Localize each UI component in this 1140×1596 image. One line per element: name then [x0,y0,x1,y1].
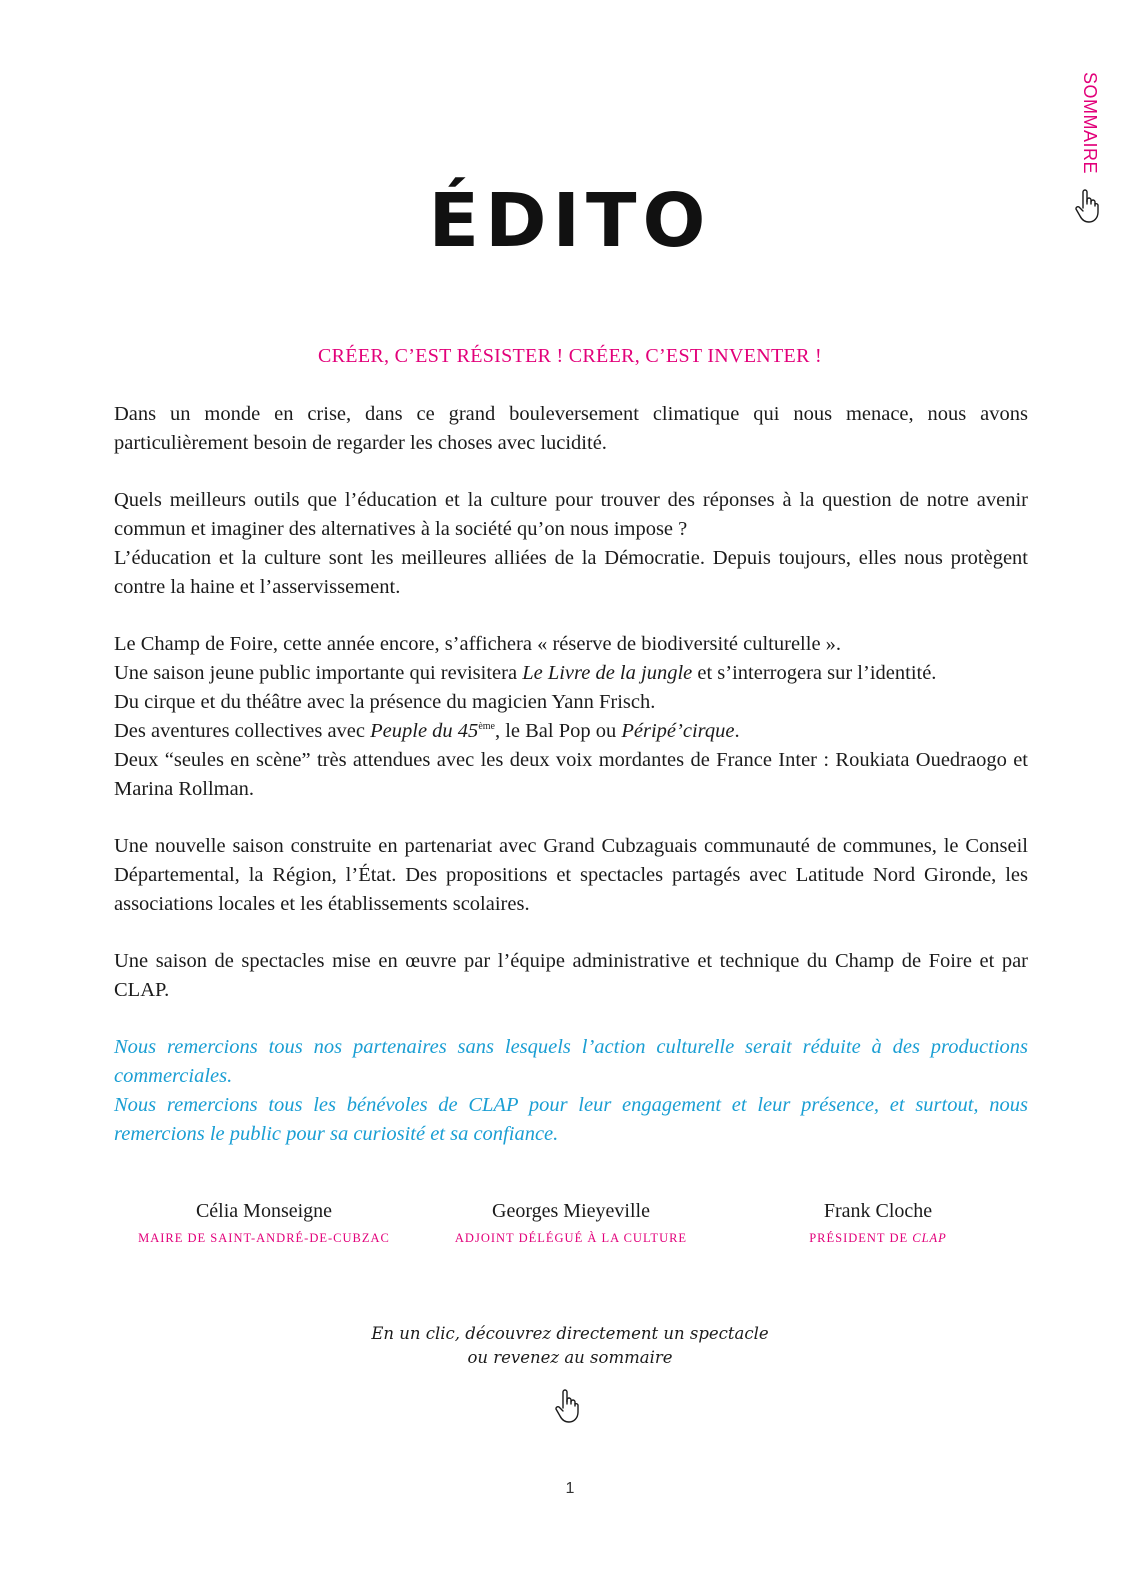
navigation-hint [0,1322,1140,1370]
paragraph-3-line-5: Deux “seules en scène” très attendues avec les deux voix mordantes de France Inter : Roukiata Ouedraogo et Marina Rollman. [114,749,1028,800]
paragraph-4: Une nouvelle saison construite en partenariat avec Grand Cubzaguais communauté de communes, le Conseil Départemental, la Région, l’État. Des propositions et spectacles partagés avec Latitude Nord Gironde, les associations locales et les établissements scolaires. [114,835,1028,915]
hint-line-1: En un clic, découvrez directement un spectacle [371,1324,769,1343]
signature-name: Célia Monseigne [195,1200,333,1222]
paragraph-2-line-1: Quels meilleurs outils que l’éducation et la culture pour trouver des réponses à la question de notre avenir commun et imaginer des alternatives à la société qu’on nous impose ? [114,489,1028,540]
sommaire-label[interactable]: SOMMAIRE [1080,71,1100,174]
text-run: . [734,720,740,742]
text-run: et s’interrogera sur l’identité. [692,662,937,684]
text-run: Des aventures collectives avec [114,720,371,742]
paragraph-3-line-3: Du cirque et du théâtre avec la présence du magicien Yann Frisch. [114,691,656,713]
text-run: Une saison jeune public importante qui revisitera [114,662,523,684]
role-text: PRÉSIDENT DE [809,1231,913,1245]
page-number: 1 [565,1480,575,1497]
show-title: Le Livre de la jungle [522,662,693,684]
show-title: Peuple du 45 [370,720,479,742]
signature-role [728,1231,1028,1246]
paragraph-3-line-4 [114,717,1028,746]
paragraph-1: Dans un monde en crise, dans ce grand bouleversement climatique qui nous menace, nous avons particulièrement besoin de regarder les choses avec lucidité. [114,403,1028,454]
signature-president [728,1200,1028,1246]
thanks-paragraph [114,1033,1028,1149]
page-title: ÉDITO [428,178,712,264]
superscript: ème [478,721,495,733]
paragraph-3 [114,630,1028,804]
signature-role: MAIRE DE SAINT-ANDRÉ-DE-CUBZAC [138,1231,390,1245]
headline: CRÉER, C’EST RÉSISTER ! CRÉER, C’EST INVENTER ! [318,345,822,367]
paragraph-2 [114,486,1028,602]
paragraph-3-line-2 [114,659,1028,688]
paragraph-5: Une saison de spectacles mise en œuvre par l’équipe administrative et technique du Champ de Foire et par CLAP. [114,950,1028,1001]
signature-deputy [421,1200,721,1246]
show-title: Péripé’cirque [621,720,735,742]
thanks-line-2: Nous remercions tous les bénévoles de CLAP pour leur engagement et leur présence, et surtout, nous remercions le public pour sa curiosité et sa confiance. [114,1094,1028,1145]
signatures [114,1200,1028,1246]
role-org: CLAP [912,1231,947,1245]
thanks-line-1: Nous remercions tous nos partenaires sans lesquels l’action culturelle serait réduite à des productions commerciales. [114,1036,1028,1087]
paragraph-2-line-2: L’éducation et la culture sont les meilleures alliées de la Démocratie. Depuis toujours, elles nous protègent contre la haine et l’asservissement. [114,547,1028,598]
text-run: , le Bal Pop ou [494,720,622,742]
pointing-hand-icon[interactable] [554,1388,580,1424]
paragraph-3-line-1: Le Champ de Foire, cette année encore, s’affichera « réserve de biodiversité culturelle ». [114,633,842,655]
editorial-body [114,400,1028,1177]
signature-role: ADJOINT DÉLÉGUÉ À LA CULTURE [454,1231,688,1245]
hint-line-2: ou revenez au sommaire [467,1348,673,1367]
signature-mayor [114,1200,414,1246]
signature-name: Georges Mieyeville [492,1200,650,1222]
signature-name: Frank Cloche [823,1200,933,1222]
